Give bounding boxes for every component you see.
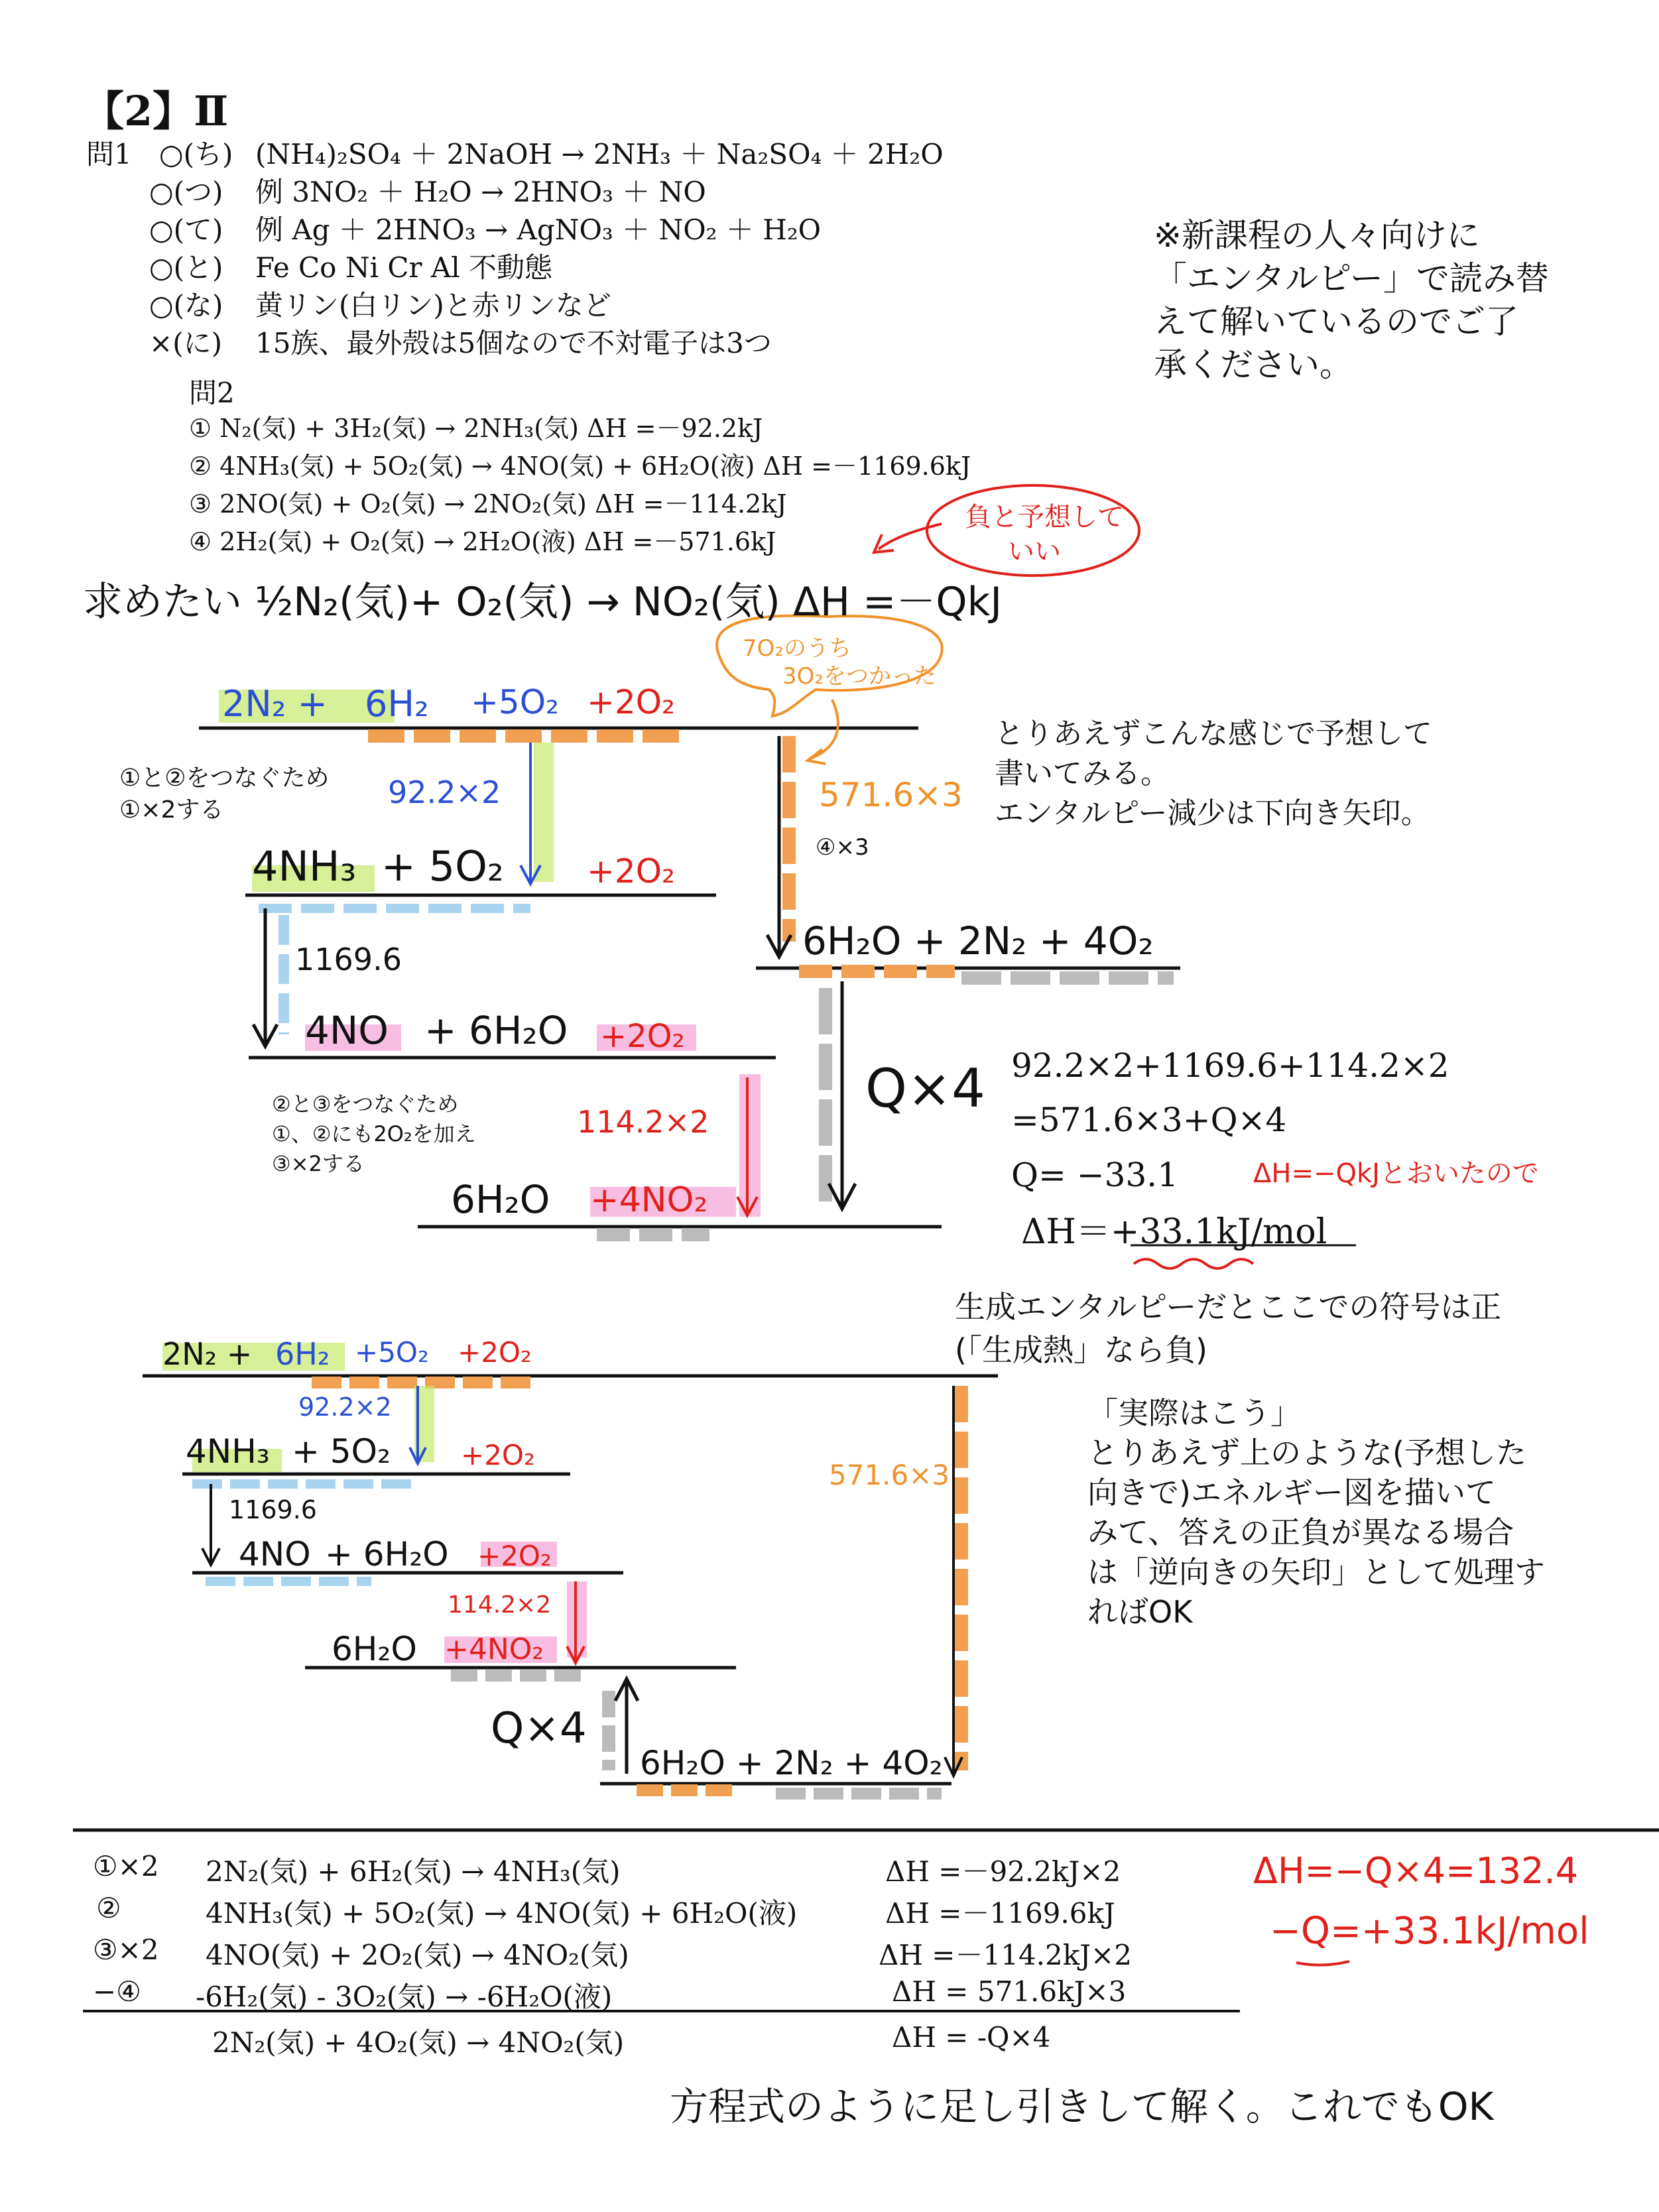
q1-answer: 黄リン(白リン)と赤リンなど bbox=[255, 289, 611, 322]
explain3-line: とりあえず上のような(予想した bbox=[1087, 1435, 1526, 1471]
sum-key: ③×2 bbox=[93, 1934, 159, 1966]
d2-h2o: 6H₂O bbox=[332, 1630, 417, 1668]
d1-arrow1-label: 92.2×2 bbox=[388, 774, 501, 810]
explain-line: とりあえずこんな感じで予想して bbox=[995, 717, 1432, 751]
side-note-line: 「エンタルピー」で読み替 bbox=[1154, 259, 1549, 298]
q1-answer: Fe Co Ni Cr Al 不動態 bbox=[255, 251, 553, 284]
sum-eq: 4NO(気) + 2O₂(気) → 4NO₂(気) bbox=[206, 1939, 629, 1971]
d2-arrow1-label: 92.2×2 bbox=[298, 1392, 392, 1422]
sum-key: −④ bbox=[93, 1975, 141, 2008]
d2-arrow3-label: 114.2×2 bbox=[448, 1591, 552, 1619]
d1-top-o2: +5O₂ bbox=[471, 683, 560, 721]
sum-red-line: ΔH=−Q×4=132.4 bbox=[1253, 1850, 1578, 1892]
q2-equation: ④ 2H₂(気) + O₂(気) → 2H₂O(液) ΔH =－571.6kJ bbox=[189, 527, 776, 556]
sum-total-dh: ΔH = -Q×4 bbox=[892, 2021, 1051, 2054]
calc-result: ΔH＝+33.1kJ/mol bbox=[1021, 1212, 1327, 1252]
d2-nh3-extra: +2O₂ bbox=[461, 1439, 535, 1471]
red-note-line: 負と予想して bbox=[965, 502, 1124, 532]
sum-red-line: −Q=+33.1kJ/mol bbox=[1270, 1910, 1589, 1953]
d1-top-n2: 2N₂ + bbox=[222, 683, 328, 725]
sum-eq: -6H₂(気) - 3O₂(気) → -6H₂O(液) bbox=[196, 1981, 613, 2013]
d1-note12: ①と②をつなぐため bbox=[119, 765, 330, 792]
q1-mark: ○(と) bbox=[149, 251, 223, 284]
d2-top-o2: +5O₂ bbox=[355, 1336, 429, 1369]
target-reaction: 求めたい ½N₂(気)+ O₂(気) → NO₂(気) ΔH =－QkJ bbox=[83, 579, 1003, 625]
d2-nh3: 4NH₃ bbox=[186, 1432, 270, 1471]
d1-no: 4NO bbox=[305, 1008, 389, 1053]
d2-top-extra: +2O₂ bbox=[458, 1336, 532, 1369]
explain3-line: みて、答えの正負が異なる場合 bbox=[1087, 1514, 1514, 1550]
q2-equation: ② 4NH₃(気) + 5O₂(気) → 4NO(気) + 6H₂O(液) ΔH =－1169.6kJ bbox=[189, 452, 971, 481]
d1-q-label: Q×4 bbox=[865, 1058, 985, 1119]
d1-arrow2-label: 1169.6 bbox=[295, 942, 402, 977]
explain3-line: 「実際はこう」 bbox=[1087, 1395, 1301, 1431]
d1-nh3-o2: + 5O₂ bbox=[381, 842, 504, 891]
sum-dh: ΔH =－92.2kJ×2 bbox=[885, 1855, 1121, 1888]
d1-no-extra: +2O₂ bbox=[600, 1018, 685, 1055]
calc-line: Q= −33.1 bbox=[1011, 1156, 1179, 1194]
d1-h2o-level: 6H₂O + 2N₂ + 4O₂ bbox=[802, 918, 1154, 963]
side-note-line: ※新課程の人々向けに bbox=[1154, 216, 1480, 255]
d2-top-h2: 6H₂ bbox=[275, 1336, 330, 1372]
sum-dh: ΔH = 571.6kJ×3 bbox=[892, 1975, 1127, 2008]
sum-eq: 2N₂(気) + 6H₂(気) → 4NH₃(気) bbox=[206, 1855, 621, 1888]
q1-mark: ○(つ) bbox=[149, 176, 223, 208]
d2-h2o-level: 6H₂O + 2N₂ + 4O₂ bbox=[640, 1744, 943, 1782]
q2-equation: ① N₂(気) + 3H₂(気) → 2NH₃(気) ΔH =－92.2kJ bbox=[189, 414, 763, 443]
q2-label: 問2 bbox=[189, 377, 235, 409]
q1-mark: ○(て) bbox=[149, 214, 223, 246]
d1-nh3: 4NH₃ bbox=[252, 842, 357, 891]
sum-dh: ΔH =－114.2kJ×2 bbox=[879, 1939, 1132, 1971]
q1-label: 問1 bbox=[86, 138, 132, 170]
bubble-line: 7O₂のうち bbox=[743, 635, 852, 662]
explain2-line: 生成エンタルピーだとここでの符号は正 bbox=[955, 1289, 1502, 1325]
sum-eq: 4NH₃(気) + 5O₂(気) → 4NO(気) + 6H₂O(液) bbox=[206, 1897, 798, 1930]
d2-no2: +4NO₂ bbox=[444, 1632, 544, 1666]
red-note-line: いい bbox=[1008, 536, 1061, 567]
d1-arrow4-label: 571.6×3 bbox=[819, 776, 963, 814]
d1-h2o: 6H₂O bbox=[451, 1177, 550, 1222]
calc-line: 92.2×2+1169.6+114.2×2 bbox=[1011, 1046, 1449, 1085]
explain2-line: (「生成熱」なら負) bbox=[955, 1332, 1207, 1368]
d2-no: 4NO bbox=[239, 1535, 311, 1573]
d2-no-h2o: + 6H₂O bbox=[325, 1535, 449, 1573]
q1-answer: 例 3NO₂ ＋ H₂O → 2HNO₃ ＋ NO bbox=[255, 176, 706, 208]
d2-arrow2-label: 1169.6 bbox=[229, 1495, 317, 1524]
d2-q-label: Q×4 bbox=[491, 1704, 587, 1753]
explain3-line: 向きで)エネルギー図を描いて bbox=[1087, 1475, 1496, 1510]
d2-arrow4-label: 571.6×3 bbox=[829, 1459, 950, 1491]
sum-total-eq: 2N₂(気) + 4O₂(気) → 4NO₂(気) bbox=[212, 2026, 625, 2059]
d1-no2: +4NO₂ bbox=[590, 1180, 708, 1220]
d1-nh3-extra: +2O₂ bbox=[587, 852, 676, 891]
d2-nh3-o2: + 5O₂ bbox=[292, 1432, 391, 1471]
d1-note23: ①、②にも2O₂を加え bbox=[272, 1121, 476, 1146]
calc-red-note: ΔH=−QkJとおいたので bbox=[1253, 1158, 1539, 1189]
d1-arrow3-label: 114.2×2 bbox=[577, 1104, 709, 1140]
d1-arrow4-note: ④×3 bbox=[816, 834, 869, 861]
explain-line: 書いてみる。 bbox=[995, 757, 1170, 790]
section-title: 【2】Ⅱ bbox=[83, 87, 229, 135]
d1-note12: ①×2する bbox=[119, 796, 224, 824]
sum-dh: ΔH =－1169.6kJ bbox=[885, 1897, 1115, 1930]
q1-answer: 例 Ag ＋ 2HNO₃ → AgNO₃ ＋ NO₂ ＋ H₂O bbox=[255, 214, 822, 246]
q1-mark: ○(な) bbox=[149, 289, 223, 322]
sum-key: ①×2 bbox=[93, 1850, 159, 1882]
footer-note: 方程式のように足し引きして解く。これでもOK bbox=[670, 2084, 1494, 2129]
side-note-line: 承ください。 bbox=[1154, 345, 1353, 384]
d1-note23: ②と③をつなぐため bbox=[272, 1091, 459, 1117]
d1-top-h2: 6H₂ bbox=[365, 683, 429, 725]
side-note-line: えて解いているのでご了 bbox=[1154, 302, 1518, 341]
q1-answer: 15族、最外殻は5個なので不対電子は3つ bbox=[255, 327, 772, 359]
d1-note23: ③×2する bbox=[272, 1151, 365, 1176]
explain3-line: は「逆向きの矢印」として処理す bbox=[1087, 1554, 1545, 1590]
calc-line: =571.6×3+Q×4 bbox=[1011, 1101, 1287, 1139]
sum-key: ② bbox=[96, 1892, 121, 1924]
q1-mark: ×(に) bbox=[149, 327, 222, 359]
q2-equation: ③ 2NO(気) + O₂(気) → 2NO₂(気) ΔH =－114.2kJ bbox=[189, 489, 787, 519]
d2-no-extra: +2O₂ bbox=[477, 1540, 552, 1572]
q1-answer: (NH₄)₂SO₄ ＋ 2NaOH → 2NH₃ ＋ Na₂SO₄ ＋ 2H₂O bbox=[255, 138, 944, 170]
explain3-line: ればOK bbox=[1087, 1594, 1193, 1630]
bubble-line: 3O₂をつかった bbox=[782, 663, 937, 690]
d1-top-extra-o2: +2O₂ bbox=[587, 683, 676, 721]
d1-no-h2o: + 6H₂O bbox=[424, 1008, 568, 1053]
d2-top-n2: 2N₂ + bbox=[162, 1336, 253, 1372]
explain-line: エンタルピー減少は下向き矢印。 bbox=[995, 796, 1430, 830]
q1-mark: ○(ち) bbox=[159, 138, 233, 170]
